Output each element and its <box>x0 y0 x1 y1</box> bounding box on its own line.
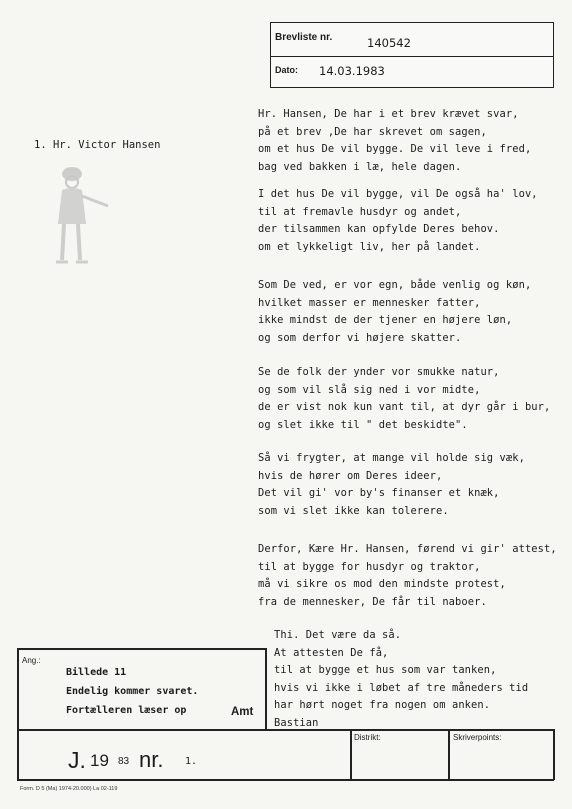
poem-stanza-7 <box>274 627 528 731</box>
dato-value: 14.03.1983 <box>319 64 385 78</box>
poem-line: hvis vi ikke i løbet af tre måneders tid <box>274 681 529 694</box>
poem-stanza-4 <box>258 364 550 434</box>
poem-line: Som De ved, er vor egn, både venlig og køn, <box>258 279 532 291</box>
poem-stanza-5 <box>258 450 525 520</box>
journal-number: 1. <box>185 756 198 767</box>
form-border-top <box>17 648 266 650</box>
poem-line: til at bygge et hus som var tanken, <box>274 664 497 676</box>
poem-line: bag ved bakken i læ, hele dagen. <box>258 160 462 173</box>
form-footnote: Form. D 5 (Ma) 1974-20.000) La 02-119 <box>20 786 118 792</box>
form-border-right <box>553 729 555 780</box>
brevliste-value: 140542 <box>367 36 411 50</box>
poem-line: I det hus De vil bygge, vil De også ha' lov, <box>258 188 538 200</box>
poem-line: som vi slet ikke kan tolerere. <box>258 504 449 517</box>
journal-j: J. <box>68 747 86 773</box>
poem-line: Derfor, Kære Hr. Hansen, førend vi gir' attest, <box>258 543 557 555</box>
poem-line: fra de mennesker, De får til naboer. <box>258 595 487 608</box>
poem-line: ikke mindst de der tjener en højere løn, <box>258 314 513 326</box>
info-line: Billede 11 <box>66 667 127 678</box>
poem-line: Hr. Hansen, De har i et brev krævet svar, <box>258 108 519 120</box>
poem-line: og som derfor vi højere skatter. <box>258 331 462 344</box>
poem-line: om et hus De vil bygge. De vil leve i fred, <box>258 143 532 155</box>
poem-line: om et lykkeligt liv, her på landet. <box>258 240 481 253</box>
ang-label: Ang.: <box>22 656 41 665</box>
brevliste-row <box>271 23 553 57</box>
journal-year-suffix: 83 <box>118 756 130 767</box>
journal-nr-label: nr. <box>139 747 164 772</box>
poem-line: Det vil gi' vor by's finanser et knæk, <box>258 487 500 499</box>
skriverpoints-label: Skriverpoints: <box>453 733 502 742</box>
poem-line: og som vil slå sig ned i vor midte, <box>258 383 481 396</box>
sketch-figure-image <box>46 162 116 270</box>
recipient: 1. Hr. Victor Hansen <box>34 139 161 151</box>
poem-line: og slet ikke til " det beskidte". <box>258 418 468 431</box>
info-line: Endelig kommer svaret. <box>66 686 199 697</box>
journal-year-prefix: 19 <box>90 751 109 770</box>
brevliste-label: Brevliste nr. <box>275 32 333 43</box>
form-divider-distrikt <box>350 729 352 780</box>
form-divider-amt <box>265 648 267 730</box>
poem-line: Se de folk der ynder vor smukke natur, <box>258 366 500 378</box>
dato-label: Dato: <box>275 65 298 75</box>
poem-line: til at bygge for husdyr og traktor, <box>258 560 481 573</box>
form-rule-middle <box>17 729 554 731</box>
poem-line: har hørt noget fra nogen om anken. <box>274 699 491 711</box>
poem-line: må vi sikre os mod den mindste protest, <box>258 578 506 590</box>
amt-label: Amt <box>231 706 254 718</box>
poem-line: der tilsammen kan opfylde Deres behov. <box>258 223 500 235</box>
poem-stanza-2 <box>258 186 538 256</box>
poem-line: til at fremavle husdyr og andet, <box>258 205 462 218</box>
poem-line: Så vi frygter, at mange vil holde sig væk, <box>258 452 525 464</box>
poem-line: hvis de hører om Deres ideer, <box>258 469 443 482</box>
header-box <box>270 22 554 88</box>
poem-line: hvilket masser er mennesker fatter, <box>258 296 481 309</box>
poem-line: de er vist nok kun vant til, at dyr går i bur, <box>258 401 551 413</box>
poem-stanza-3 <box>258 277 531 347</box>
form-divider-skriverpoints <box>448 729 450 780</box>
info-line: Fortælleren læser op <box>66 705 187 716</box>
form-border-bottom <box>17 779 554 781</box>
form-border-left <box>17 648 19 780</box>
poem-line: på et brev ,De har skrevet om sagen, <box>258 125 487 138</box>
distrikt-label: Distrikt: <box>354 733 381 742</box>
signature: Bastian <box>274 716 319 729</box>
poem-stanza-1 <box>258 106 531 176</box>
poem-line: Thi. Det være da så. <box>274 629 402 641</box>
poem-line: At attesten De få, <box>274 646 389 659</box>
poem-stanza-6 <box>258 541 557 611</box>
